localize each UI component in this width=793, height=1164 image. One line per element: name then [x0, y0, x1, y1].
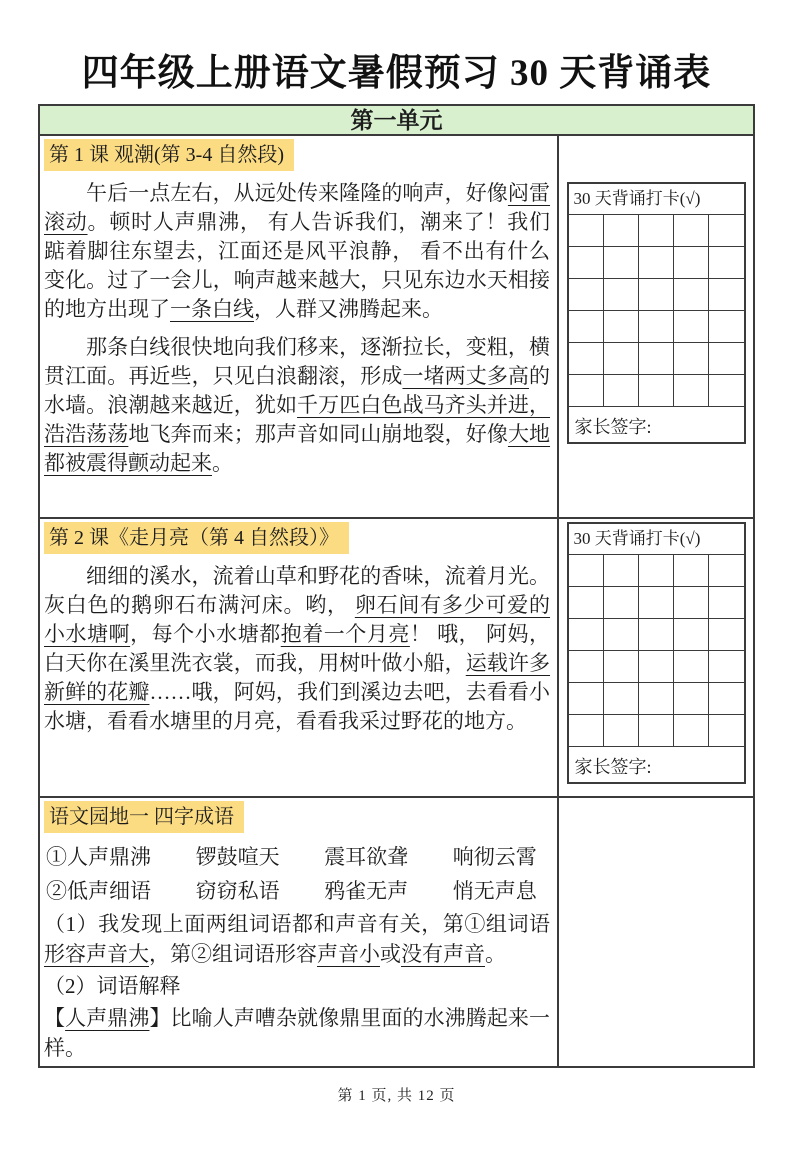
punch-checkbox-cell[interactable] — [639, 683, 674, 715]
garden-definition — [44, 1003, 550, 1063]
punch-checkbox-cell[interactable] — [639, 587, 674, 619]
idiom-item: 响彻云霄 — [452, 845, 537, 869]
underlined-text: 抱着一个月亮 — [280, 622, 410, 646]
punch-checkbox-cell[interactable] — [674, 375, 709, 407]
underlined-text: 卵石间有多少可爱的小水塘啊 — [44, 593, 551, 646]
parent-signature-label: 家长签字: — [574, 757, 652, 777]
punch-checkbox-cell[interactable] — [569, 311, 604, 343]
punch-checkbox-cell[interactable] — [639, 715, 674, 747]
punch-checkbox-cell[interactable] — [709, 375, 744, 407]
underlined-text: 声音小 — [317, 942, 380, 966]
punch-checkbox-cell[interactable] — [674, 715, 709, 747]
punch-card-header: 30 天背诵打卡(√) — [569, 524, 744, 555]
punch-card-1 — [567, 182, 746, 444]
text-segment: ，第②组词语形容 — [149, 942, 317, 966]
lesson-2-heading: 第 2 课《走月亮（第 4 自然段）》 — [44, 522, 349, 554]
punch-checkbox-cell[interactable] — [709, 343, 744, 375]
punch-checkbox-cell[interactable] — [569, 247, 604, 279]
punch-checkbox-cell[interactable] — [604, 587, 639, 619]
punch-checkbox-cell[interactable] — [674, 555, 709, 587]
lesson-2-content-cell — [40, 519, 559, 796]
punch-checkbox-cell[interactable] — [639, 651, 674, 683]
page — [0, 42, 793, 1105]
punch-checkbox-cell[interactable] — [709, 279, 744, 311]
punch-checkbox-cell[interactable] — [604, 715, 639, 747]
punch-checkbox-cell[interactable] — [674, 279, 709, 311]
text-segment: 细细的溪水，流着山草和野花的香味，流着月光。灰白色的鹅卵石布满河床。哟， — [44, 564, 550, 617]
punch-checkbox-cell[interactable] — [674, 587, 709, 619]
lesson-1-content-cell — [40, 136, 559, 517]
garden-finding — [44, 909, 550, 969]
punch-checkbox-cell[interactable] — [604, 215, 639, 247]
idiom-item: 窃窃私语 — [195, 879, 280, 903]
punch-checkbox-cell[interactable] — [639, 375, 674, 407]
idiom-item: 锣鼓喧天 — [195, 845, 280, 869]
text-segment: ，人群又沸腾起来。 — [254, 297, 443, 321]
lesson-1-punch-cell — [559, 136, 753, 517]
underlined-text: 大地都被震得颤动起来 — [44, 422, 551, 475]
punch-checkbox-cell[interactable] — [709, 587, 744, 619]
punch-checkbox-cell[interactable] — [674, 619, 709, 651]
idiom-item: 震耳欲聋 — [324, 845, 409, 869]
text-segment: ，每个小水塘都 — [130, 622, 281, 646]
punch-card-2 — [567, 522, 746, 784]
punch-checkbox-cell[interactable] — [674, 247, 709, 279]
punch-checkbox-cell[interactable] — [569, 375, 604, 407]
underlined-text: 闷雷滚动 — [44, 181, 551, 234]
punch-checkbox-cell[interactable] — [604, 375, 639, 407]
punch-checkbox-cell[interactable] — [569, 215, 604, 247]
punch-checkbox-cell[interactable] — [569, 279, 604, 311]
recitation-table — [38, 104, 755, 1068]
punch-checkbox-cell[interactable] — [709, 651, 744, 683]
punch-grid — [569, 215, 744, 407]
punch-checkbox-cell[interactable] — [709, 311, 744, 343]
garden-explain-label: （2）词语解释 — [44, 974, 181, 998]
punch-checkbox-cell[interactable] — [604, 247, 639, 279]
underlined-text: 浩浩荡荡 — [44, 422, 129, 446]
punch-checkbox-cell[interactable] — [604, 279, 639, 311]
punch-checkbox-cell[interactable] — [604, 555, 639, 587]
garden-row — [40, 798, 753, 1066]
text-segment: 】比喻人声嘈杂就像鼎里面的水沸腾起来一样。 — [44, 1006, 551, 1060]
idiom-item: 鸦雀无声 — [324, 879, 409, 903]
page-title: 四年级上册语文暑假预习 30 天背诵表 — [81, 53, 712, 94]
punch-checkbox-cell[interactable] — [604, 683, 639, 715]
punch-checkbox-cell[interactable] — [569, 343, 604, 375]
text-segment: 地飞奔而来；那声音如同山崩地裂，好像 — [128, 422, 508, 446]
punch-checkbox-cell[interactable] — [639, 619, 674, 651]
lesson-1-paragraph-1 — [44, 179, 550, 324]
text-segment: 。 — [485, 942, 506, 966]
punch-checkbox-cell[interactable] — [674, 343, 709, 375]
underlined-text: 人声鼎沸 — [65, 1006, 150, 1030]
idiom-item: ②低声细语 — [46, 879, 151, 903]
lesson-1-heading: 第 1 课 观潮(第 3-4 自然段) — [44, 139, 294, 171]
unit-header: 第一单元 — [40, 106, 753, 136]
punch-checkbox-cell[interactable] — [569, 715, 604, 747]
punch-checkbox-cell[interactable] — [604, 619, 639, 651]
text-segment: （1）我发现上面两组词语都和声音有关，第①组词语 — [44, 912, 550, 936]
punch-checkbox-cell[interactable] — [709, 215, 744, 247]
punch-checkbox-cell[interactable] — [569, 555, 604, 587]
punch-checkbox-cell[interactable] — [639, 279, 674, 311]
idiom-item: 悄无声息 — [452, 879, 537, 903]
parent-signature-label: 家长签字: — [574, 417, 652, 437]
text-segment: 。 — [212, 451, 233, 475]
parent-signature-area[interactable] — [569, 407, 744, 442]
underlined-text: 运载许多新鲜的花瓣 — [44, 651, 551, 704]
lesson-2-paragraph-1 — [44, 562, 550, 736]
underlined-text: 形容声音大 — [44, 942, 149, 966]
punch-checkbox-cell[interactable] — [639, 215, 674, 247]
garden-content-cell — [40, 798, 559, 1066]
punch-checkbox-cell[interactable] — [569, 619, 604, 651]
garden-empty-cell — [559, 798, 753, 1066]
underlined-text: 一堵两丈多高 — [402, 364, 530, 388]
page-number: 第 1 页, 共 12 页 — [337, 1088, 456, 1104]
punch-checkbox-cell[interactable] — [639, 311, 674, 343]
punch-checkbox-cell[interactable] — [639, 343, 674, 375]
idiom-row-1 — [46, 842, 537, 872]
punch-card-header: 30 天背诵打卡(√) — [569, 184, 744, 215]
punch-checkbox-cell[interactable] — [709, 715, 744, 747]
text-segment: 【 — [44, 1006, 66, 1030]
text-segment: 的水墙。浪潮越来越近，犹如 — [44, 364, 551, 417]
idiom-item: ①人声鼎沸 — [46, 845, 151, 869]
idiom-row-2 — [46, 876, 537, 906]
punch-checkbox-cell[interactable] — [569, 683, 604, 715]
underlined-text: 千万匹白色战马齐头并进， — [297, 393, 551, 417]
punch-checkbox-cell[interactable] — [709, 619, 744, 651]
punch-checkbox-cell[interactable] — [639, 247, 674, 279]
punch-checkbox-cell[interactable] — [569, 651, 604, 683]
lesson-1-paragraph-2 — [44, 333, 550, 478]
parent-signature-area[interactable] — [569, 747, 744, 782]
punch-checkbox-cell[interactable] — [709, 247, 744, 279]
punch-checkbox-cell[interactable] — [569, 587, 604, 619]
punch-checkbox-cell[interactable] — [674, 683, 709, 715]
punch-checkbox-cell[interactable] — [604, 311, 639, 343]
text-segment: ……哦，阿妈，我们到溪边去吧，去看看小水塘，看看水塘里的月亮，看看我采过野花的地方。 — [44, 680, 551, 733]
lesson-2-row — [40, 519, 753, 798]
text-segment: 午后一点左右，从远处传来隆隆的响声，好像 — [86, 181, 508, 205]
text-segment: ！ 哦， 阿妈，白天你在溪里洗衣裳，而我，用树叶做小船， — [44, 622, 551, 675]
punch-checkbox-cell[interactable] — [604, 343, 639, 375]
text-segment: 那条白线很快地向我们移来，逐渐拉长，变粗，横贯江面。再近些，只见白浪翻滚，形成 — [44, 335, 550, 388]
punch-checkbox-cell[interactable] — [709, 555, 744, 587]
punch-checkbox-cell[interactable] — [709, 683, 744, 715]
punch-checkbox-cell[interactable] — [674, 311, 709, 343]
punch-checkbox-cell[interactable] — [674, 215, 709, 247]
text-segment: 或 — [380, 942, 401, 966]
punch-checkbox-cell[interactable] — [604, 651, 639, 683]
punch-checkbox-cell[interactable] — [674, 651, 709, 683]
text-segment: 。顿时人声鼎沸， 有人告诉我们，潮来了！我们踮着脚往东望去，江面还是风平浪静， 看不出有什么变化。过了一会儿，响声越来越大，只见东边水天相接的地方出现了 — [44, 210, 551, 321]
lesson-2-punch-cell — [559, 519, 753, 796]
lesson-1-row — [40, 136, 753, 519]
punch-checkbox-cell[interactable] — [639, 555, 674, 587]
garden-heading: 语文园地一 四字成语 — [44, 801, 244, 833]
punch-grid — [569, 555, 744, 747]
underlined-text: 没有声音 — [401, 942, 485, 966]
underlined-text: 一条白线 — [170, 297, 254, 321]
